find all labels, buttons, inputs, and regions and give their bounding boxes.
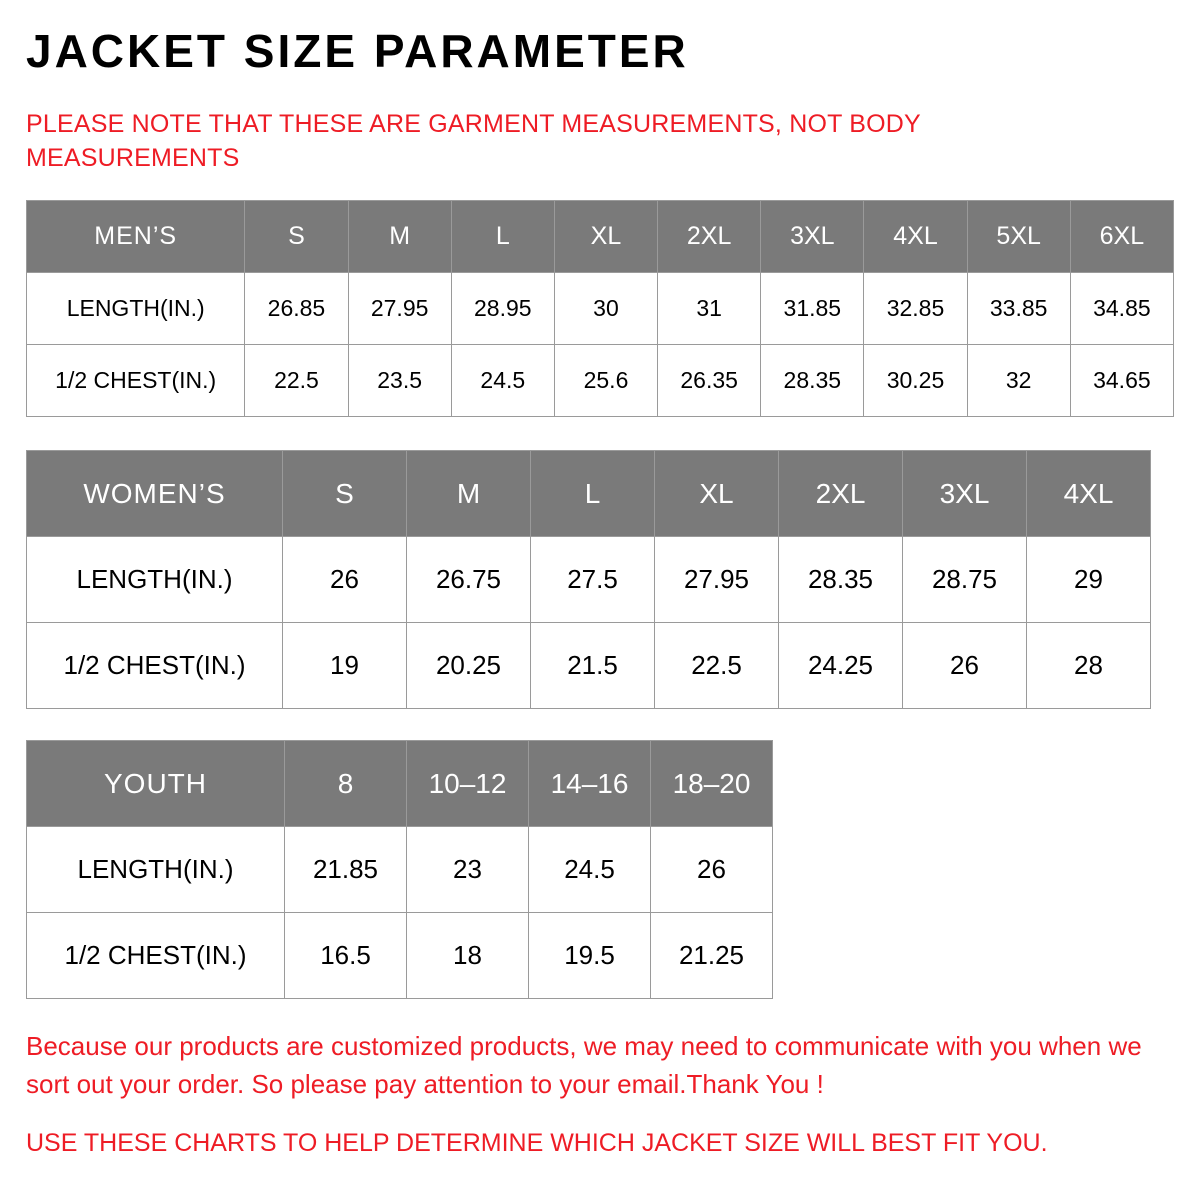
table-cell: 28.35	[761, 345, 864, 417]
table-cell: 27.95	[348, 273, 451, 345]
table-cell: 34.85	[1070, 273, 1173, 345]
table-cell: 26	[651, 827, 773, 913]
table-cell: 26.75	[407, 537, 531, 623]
table-cell: 22.5	[655, 623, 779, 709]
table-header-cell: 2XL	[658, 201, 761, 273]
table-header-cell: 4XL	[864, 201, 967, 273]
table-cell: 29	[1027, 537, 1151, 623]
table-cell: 24.5	[451, 345, 554, 417]
table-row	[27, 273, 1174, 345]
table-cell: 28.75	[903, 537, 1027, 623]
table-cell: 20.25	[407, 623, 531, 709]
table-header-cell: XL	[554, 201, 657, 273]
womens-size-table	[26, 450, 1151, 709]
table-cell: 25.6	[554, 345, 657, 417]
mens-size-table	[26, 200, 1174, 417]
youth-size-table	[26, 740, 773, 999]
table-cell: 23.5	[348, 345, 451, 417]
table-header-row	[27, 201, 1174, 273]
table-cell: 21.5	[531, 623, 655, 709]
table-cell: 22.5	[245, 345, 348, 417]
table-cell: 21.25	[651, 913, 773, 999]
table-header-cell: S	[245, 201, 348, 273]
table-cell: 26.35	[658, 345, 761, 417]
table-header-cell: 6XL	[1070, 201, 1173, 273]
table-header-cell: 8	[285, 741, 407, 827]
table-cell: 26	[283, 537, 407, 623]
table-header-row	[27, 451, 1151, 537]
table-header-cell: MEN’S	[27, 201, 245, 273]
table-header-cell: 4XL	[1027, 451, 1151, 537]
table-cell: 31	[658, 273, 761, 345]
table-cell: 30.25	[864, 345, 967, 417]
table-cell: 23	[407, 827, 529, 913]
table-header-cell: 14–16	[529, 741, 651, 827]
table-row	[27, 913, 773, 999]
table-cell: 19	[283, 623, 407, 709]
table-row	[27, 537, 1151, 623]
row-label: 1/2 CHEST(IN.)	[27, 623, 283, 709]
table-cell: 32	[967, 345, 1070, 417]
table-row	[27, 345, 1174, 417]
table-header-cell: L	[531, 451, 655, 537]
customization-notice: Because our products are customized products, we may need to communicate with you when we sort out your order. So please pay attention to your email.Thank You !	[26, 1031, 1142, 1099]
table-row	[27, 827, 773, 913]
table-header-cell: WOMEN’S	[27, 451, 283, 537]
table-cell: 27.95	[655, 537, 779, 623]
table-cell: 26	[903, 623, 1027, 709]
chart-usage-notice: USE THESE CHARTS TO HELP DETERMINE WHICH JACKET SIZE WILL BEST FIT YOU.	[26, 1129, 1048, 1157]
table-cell: 30	[554, 273, 657, 345]
table-cell: 26.85	[245, 273, 348, 345]
measurement-note: PLEASE NOTE THAT THESE ARE GARMENT MEASUREMENTS, NOT BODY MEASUREMENTS	[26, 110, 921, 172]
table-cell: 28.35	[779, 537, 903, 623]
table-cell: 24.5	[529, 827, 651, 913]
table-header-cell: 2XL	[779, 451, 903, 537]
table-header-cell: YOUTH	[27, 741, 285, 827]
page-title: JACKET SIZE PARAMETER	[26, 25, 689, 77]
row-label: LENGTH(IN.)	[27, 273, 245, 345]
table-cell: 34.65	[1070, 345, 1173, 417]
table-cell: 18	[407, 913, 529, 999]
table-cell: 33.85	[967, 273, 1070, 345]
table-header-cell: L	[451, 201, 554, 273]
table-header-cell: S	[283, 451, 407, 537]
table-header-cell: 3XL	[761, 201, 864, 273]
table-cell: 24.25	[779, 623, 903, 709]
table-cell: 21.85	[285, 827, 407, 913]
table-cell: 27.5	[531, 537, 655, 623]
row-label: LENGTH(IN.)	[27, 827, 285, 913]
table-header-cell: M	[407, 451, 531, 537]
table-cell: 31.85	[761, 273, 864, 345]
table-header-cell: 3XL	[903, 451, 1027, 537]
table-row	[27, 623, 1151, 709]
table-header-cell: XL	[655, 451, 779, 537]
table-cell: 32.85	[864, 273, 967, 345]
table-cell: 19.5	[529, 913, 651, 999]
table-header-cell: M	[348, 201, 451, 273]
table-cell: 28.95	[451, 273, 554, 345]
table-header-cell: 5XL	[967, 201, 1070, 273]
row-label: 1/2 CHEST(IN.)	[27, 345, 245, 417]
table-header-row	[27, 741, 773, 827]
row-label: LENGTH(IN.)	[27, 537, 283, 623]
table-cell: 28	[1027, 623, 1151, 709]
table-header-cell: 10–12	[407, 741, 529, 827]
table-cell: 16.5	[285, 913, 407, 999]
row-label: 1/2 CHEST(IN.)	[27, 913, 285, 999]
table-header-cell: 18–20	[651, 741, 773, 827]
